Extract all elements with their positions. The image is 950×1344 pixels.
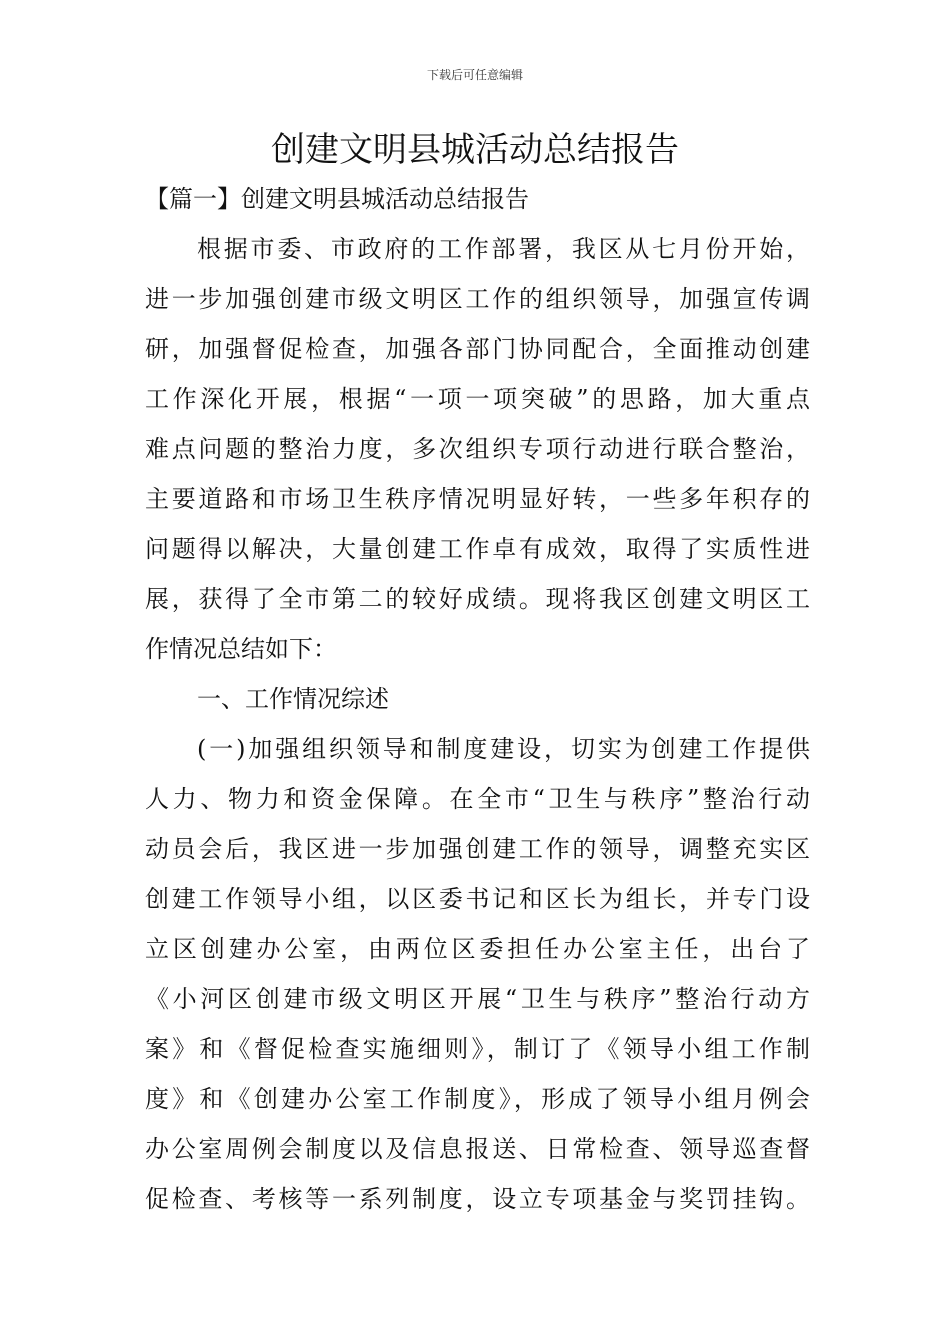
- text-line: 难点问题的整治力度，多次组织专项行动进行联合整治，: [145, 435, 810, 463]
- header-note: 下载后可任意编辑: [426, 68, 523, 82]
- text-line: 一、工作情况综述: [197, 685, 389, 713]
- text-line: (一)加强组织领导和制度建设，切实为创建工作提供: [197, 735, 810, 763]
- section-heading: 【篇一】创建文明县城活动总结报告: [145, 185, 529, 213]
- text-line: 度》和《创建办公室工作制度》，形成了领导小组月例会: [145, 1085, 810, 1113]
- text-line: 人力、物力和资金保障。在全市“卫生与秩序”整治行动: [145, 785, 810, 813]
- text-line: 作情况总结如下：: [145, 635, 337, 663]
- text-line: 根据市委、市政府的工作部署，我区从七月份开始，: [197, 235, 810, 263]
- text-line: 立区创建办公室，由两位区委担任办公室主任，出台了: [145, 935, 810, 963]
- text-line: 主要道路和市场卫生秩序情况明显好转，一些多年积存的: [145, 485, 810, 513]
- document-title: 创建文明县城活动总结报告: [271, 130, 679, 170]
- text-line: 展，获得了全市第二的较好成绩。现将我区创建文明区工: [145, 585, 810, 613]
- text-line: 促检查、考核等一系列制度，设立专项基金与奖罚挂钩。: [145, 1185, 810, 1213]
- text-line: 问题得以解决，大量创建工作卓有成效，取得了实质性进: [145, 535, 810, 563]
- text-line: 工作深化开展，根据“一项一项突破”的思路，加大重点: [145, 385, 810, 413]
- text-line: 案》和《督促检查实施细则》，制订了《领导小组工作制: [145, 1035, 810, 1063]
- text-line: 进一步加强创建市级文明区工作的组织领导，加强宣传调: [145, 285, 810, 313]
- text-line: 创建工作领导小组，以区委书记和区长为组长，并专门设: [145, 885, 810, 913]
- text-line: 研，加强督促检查，加强各部门协同配合，全面推动创建: [145, 335, 810, 363]
- text-line: 动员会后，我区进一步加强创建工作的领导，调整充实区: [145, 835, 810, 863]
- text-line: 《小河区创建市级文明区开展“卫生与秩序”整治行动方: [145, 985, 810, 1013]
- text-line: 办公室周例会制度以及信息报送、日常检查、领导巡查督: [145, 1135, 810, 1163]
- body-text: [145, 232, 810, 1232]
